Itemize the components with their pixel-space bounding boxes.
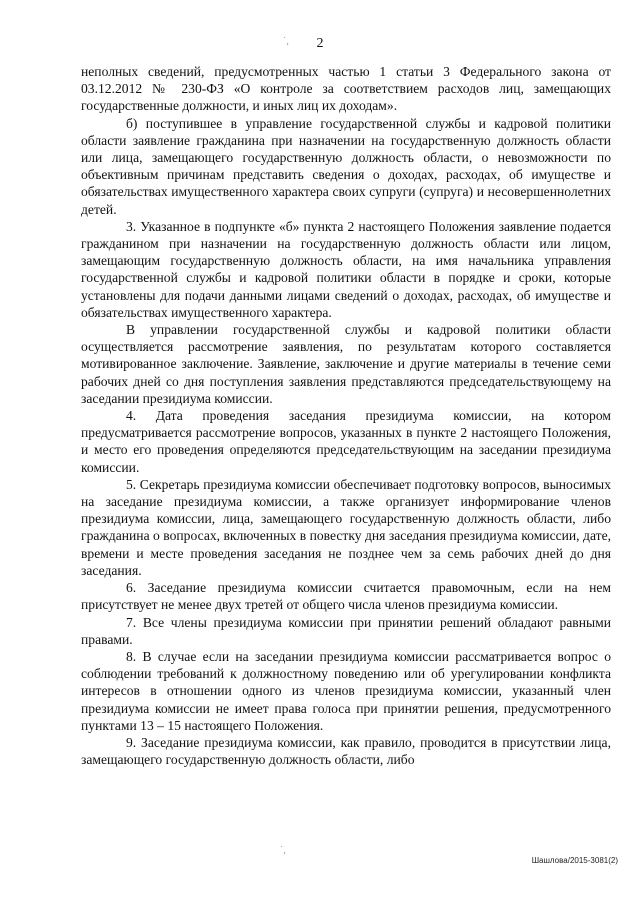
paragraph-3: 3. Указанное в подпункте «б» пункта 2 настоящего Положения заявление подается гражданином при назначении на государственную должность области или лицом, замещающим государственную должность области, на имя начальника управления государственной службы и кадровой политики области в порядке и сроки, которые установлены для подачи данными лицами сведений о доходах, расходах, об имуществе и обязательствах имущественного характера. — [81, 218, 611, 320]
paragraph-continuation: неполных сведений, предусмотренных частью 1 статьи 3 Федерального закона от 03.12.2012 № 230-ФЗ «О контроле за соответствием расходов лиц, замещающих государственные должности, и иных лиц их доходам». — [81, 64, 611, 114]
document-code: Шашлова/2015-3081(2) — [531, 856, 618, 865]
document-body — [81, 63, 611, 768]
paragraph-8: 8. В случае если на заседании президиума комиссии рассматривается вопрос о соблюдении требований к должностному поведению или об урегулировании конфликта интересов в отношении одного из членов президиума комиссии, указанный член президиума комиссии не имеет права голоса при принятии решения, предусмотренного пунктами 13 – 15 настоящего Положения. — [81, 648, 611, 733]
page-number: 2 — [316, 36, 324, 51]
paragraph-7: 7. Все члены президиума комиссии при принятии решений обладают равными правами. — [81, 614, 611, 647]
paragraph-9: 9. Заседание президиума комиссии, как правило, проводится в присутствии лица, замещающего государственную должность области, либо — [81, 734, 611, 768]
paragraph-3-review: В управлении государственной службы и кадровой политики области осуществляется рассмотрение заявления, по результатам которого составляется мотивированное заключение. Заявление, заключение и другие материалы в течение семи рабочих дней со дня поступления заявления представляются председательствующему на заседании президиума комиссии. — [81, 322, 611, 406]
scan-speck: ˙, — [283, 36, 289, 47]
scan-speck: ˙, — [280, 845, 286, 856]
paragraph-2b: б) поступившее в управление государственной службы и кадровой политики области заявление гражданина при назначении на государственную должность области или лица, замещающего государственную должность области, о невозможности по объективным причинам представить сведения о доходах, расходах, об имуществе и обязательствах имущественного характера своих супруги (супруга) и несовершеннолетних детей. — [81, 115, 611, 217]
paragraph-4: 4. Дата проведения заседания президиума комиссии, на котором предусматривается рассмотрение вопросов, указанных в пункте 2 настоящего Положения, и место его проведения определяются председательствующим на заседании президиума комиссии. — [81, 408, 611, 475]
paragraph-5: 5. Секретарь президиума комиссии обеспечивает подготовку вопросов, выносимых на заседание президиума комиссии, а также организует информирование членов президиума комиссии, лица, замещающего государственную должность области, либо гражданина о вопросах, включенных в повестку дня заседания президиума комиссии, дате, времени и месте проведения заседания не позднее чем за семь рабочих дней до дня заседания. — [81, 476, 611, 578]
paragraph-6: 6. Заседание президиума комиссии считается правомочным, если на нем присутствует не менее двух третей от общего числа членов президиума комиссии. — [81, 580, 611, 613]
